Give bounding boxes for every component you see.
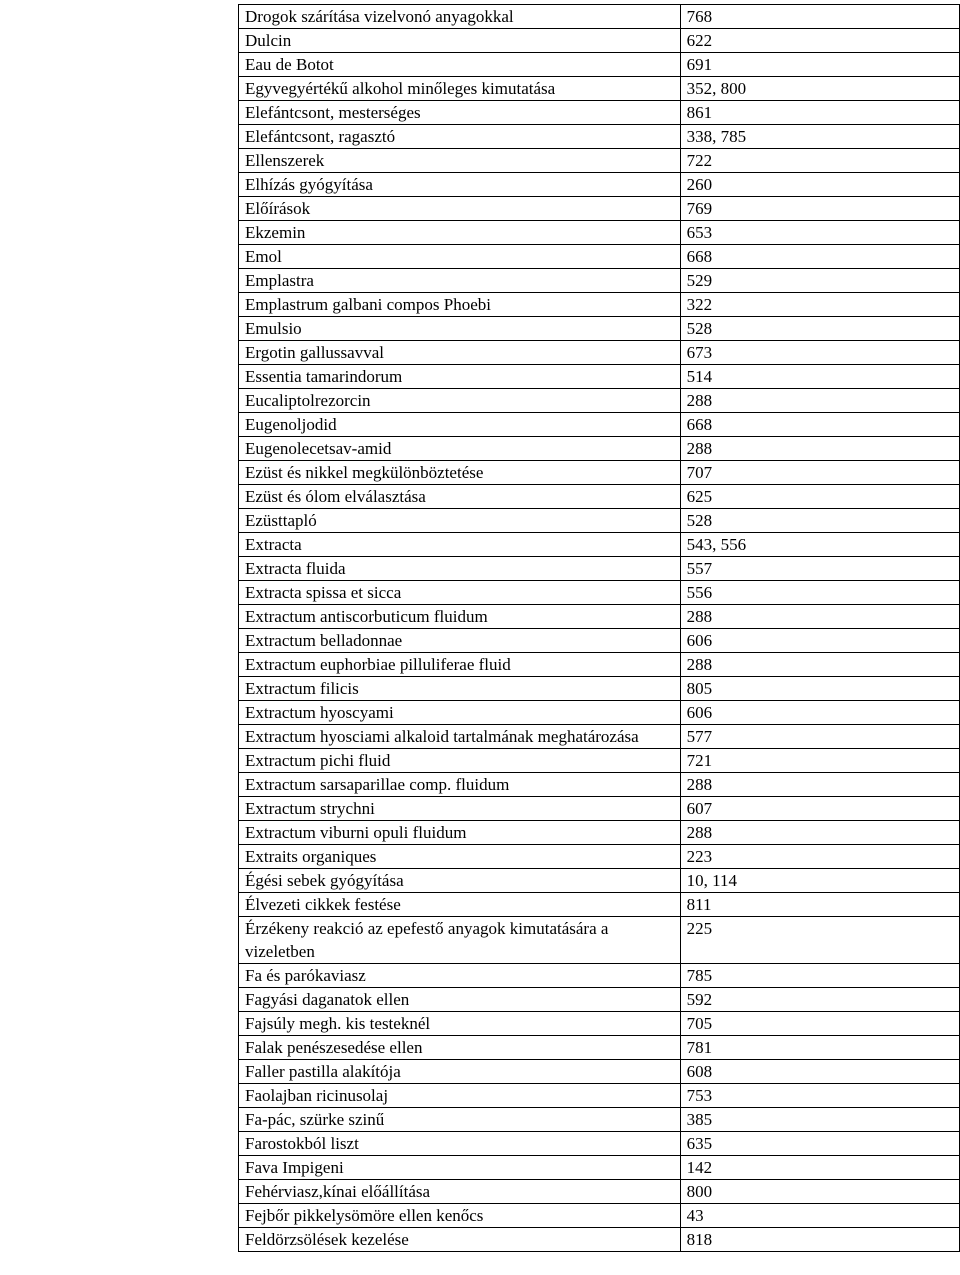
index-row (239, 485, 960, 509)
index-term: Extractum sarsaparillae comp. fluidum (239, 773, 681, 797)
index-row (239, 773, 960, 797)
index-row (239, 893, 960, 917)
index-term: Elefántcsont, mesterséges (239, 101, 681, 125)
index-page-number: 10, 114 (680, 869, 959, 893)
index-page-number: 722 (680, 149, 959, 173)
index-row (239, 869, 960, 893)
index-row (239, 365, 960, 389)
index-row (239, 725, 960, 749)
index-term: Essentia tamarindorum (239, 365, 681, 389)
index-page-number: 768 (680, 5, 959, 29)
index-page-number: 607 (680, 797, 959, 821)
index-term: Előírások (239, 197, 681, 221)
index-term: Eugenolecetsav-amid (239, 437, 681, 461)
index-term: Extractum viburni opuli fluidum (239, 821, 681, 845)
index-row (239, 1132, 960, 1156)
index-term: Fa-pác, szürke szinű (239, 1108, 681, 1132)
index-term: Egyvegyértékű alkohol minőleges kimutatása (239, 77, 681, 101)
index-term: Extracta (239, 533, 681, 557)
index-page-number: 288 (680, 389, 959, 413)
index-term: Emplastra (239, 269, 681, 293)
index-row (239, 461, 960, 485)
index-page-number: 753 (680, 1084, 959, 1108)
index-term: Ekzemin (239, 221, 681, 245)
index-row (239, 1180, 960, 1204)
index-page-number: 528 (680, 317, 959, 341)
index-row (239, 533, 960, 557)
index-term: Faolajban ricinusolaj (239, 1084, 681, 1108)
index-page-number: 635 (680, 1132, 959, 1156)
index-row (239, 701, 960, 725)
index-term: Fajsúly megh. kis testeknél (239, 1012, 681, 1036)
index-page-number: 142 (680, 1156, 959, 1180)
index-page-number: 338, 785 (680, 125, 959, 149)
index-row (239, 149, 960, 173)
index-row (239, 821, 960, 845)
index-page-number: 622 (680, 29, 959, 53)
index-page-number: 769 (680, 197, 959, 221)
index-row (239, 389, 960, 413)
index-row (239, 1108, 960, 1132)
index-term: Égési sebek gyógyítása (239, 869, 681, 893)
index-row (239, 1084, 960, 1108)
index-term: Extractum antiscorbuticum fluidum (239, 605, 681, 629)
index-page-number: 606 (680, 629, 959, 653)
index-page-number: 352, 800 (680, 77, 959, 101)
index-page-number: 668 (680, 413, 959, 437)
index-row (239, 509, 960, 533)
index-page-number: 225 (680, 917, 959, 964)
index-page-number: 288 (680, 437, 959, 461)
index-page-number: 322 (680, 293, 959, 317)
index-term: Eau de Botot (239, 53, 681, 77)
index-row (239, 293, 960, 317)
index-term: Élvezeti cikkek festése (239, 893, 681, 917)
index-page-number: 861 (680, 101, 959, 125)
index-term: Extractum hyosciami alkaloid tartalmának meghatározása (239, 725, 681, 749)
index-row (239, 653, 960, 677)
index-term: Érzékeny reakció az epefestő anyagok kimutatására a vizeletben (239, 917, 681, 964)
index-page-number: 781 (680, 1036, 959, 1060)
index-term: Farostokból liszt (239, 1132, 681, 1156)
index-term: Fa és parókaviasz (239, 964, 681, 988)
index-page-number: 43 (680, 1204, 959, 1228)
index-term: Fagyási daganatok ellen (239, 988, 681, 1012)
index-row (239, 437, 960, 461)
index-row (239, 581, 960, 605)
index-page-number: 288 (680, 605, 959, 629)
index-page-number: 785 (680, 964, 959, 988)
index-page-number: 592 (680, 988, 959, 1012)
index-term: Eucaliptolrezorcin (239, 389, 681, 413)
index-page-number: 668 (680, 245, 959, 269)
index-page-number: 625 (680, 485, 959, 509)
index-term: Fava Impigeni (239, 1156, 681, 1180)
index-term: Elhízás gyógyítása (239, 173, 681, 197)
index-page-number: 800 (680, 1180, 959, 1204)
index-row (239, 245, 960, 269)
index-row (239, 1012, 960, 1036)
index-page-number: 557 (680, 557, 959, 581)
index-term: Ezüsttapló (239, 509, 681, 533)
index-row (239, 1228, 960, 1252)
index-term: Feldörzsölések kezelése (239, 1228, 681, 1252)
index-term: Ezüst és nikkel megkülönböztetése (239, 461, 681, 485)
index-page-number: 606 (680, 701, 959, 725)
index-page-number: 288 (680, 821, 959, 845)
index-term: Falak penészesedése ellen (239, 1036, 681, 1060)
index-page-number: 288 (680, 773, 959, 797)
index-term: Extracta fluida (239, 557, 681, 581)
index-page-number: 691 (680, 53, 959, 77)
index-row (239, 988, 960, 1012)
index-term: Dulcin (239, 29, 681, 53)
index-page-number: 673 (680, 341, 959, 365)
index-row (239, 317, 960, 341)
index-row (239, 1036, 960, 1060)
index-page-number: 805 (680, 677, 959, 701)
index-term: Elefántcsont, ragasztó (239, 125, 681, 149)
index-table (238, 4, 960, 1252)
index-term: Extractum hyoscyami (239, 701, 681, 725)
index-row (239, 1204, 960, 1228)
index-row (239, 197, 960, 221)
index-page-number: 608 (680, 1060, 959, 1084)
index-row (239, 101, 960, 125)
index-row (239, 557, 960, 581)
index-term: Ergotin gallussavval (239, 341, 681, 365)
index-table-body (239, 5, 960, 1252)
index-row (239, 1060, 960, 1084)
index-row (239, 964, 960, 988)
index-term: Fehérviasz,kínai előállítása (239, 1180, 681, 1204)
index-row (239, 677, 960, 701)
index-term: Extractum pichi fluid (239, 749, 681, 773)
index-page-number: 556 (680, 581, 959, 605)
index-page-number: 721 (680, 749, 959, 773)
index-term: Emol (239, 245, 681, 269)
index-row (239, 173, 960, 197)
index-page-number: 514 (680, 365, 959, 389)
index-row (239, 77, 960, 101)
index-term: Extractum belladonnae (239, 629, 681, 653)
index-row (239, 845, 960, 869)
index-page-number: 653 (680, 221, 959, 245)
index-page-number: 385 (680, 1108, 959, 1132)
index-page-number: 811 (680, 893, 959, 917)
index-page-number: 223 (680, 845, 959, 869)
index-term: Fejbőr pikkelysömöre ellen kenőcs (239, 1204, 681, 1228)
index-term: Extractum strychni (239, 797, 681, 821)
index-row (239, 605, 960, 629)
index-row (239, 341, 960, 365)
index-term: Eugenoljodid (239, 413, 681, 437)
index-row (239, 917, 960, 964)
index-term: Extracta spissa et sicca (239, 581, 681, 605)
index-page-number: 577 (680, 725, 959, 749)
index-row (239, 797, 960, 821)
index-term: Drogok szárítása vizelvonó anyagokkal (239, 5, 681, 29)
index-row (239, 413, 960, 437)
index-row (239, 29, 960, 53)
index-term: Extractum filicis (239, 677, 681, 701)
index-term: Ellenszerek (239, 149, 681, 173)
index-term: Extractum euphorbiae pilluliferae fluid (239, 653, 681, 677)
index-row (239, 221, 960, 245)
index-page-number: 707 (680, 461, 959, 485)
index-page-number: 260 (680, 173, 959, 197)
index-row (239, 53, 960, 77)
index-term: Ezüst és ólom elválasztása (239, 485, 681, 509)
index-page-number: 818 (680, 1228, 959, 1252)
index-term: Faller pastilla alakítója (239, 1060, 681, 1084)
index-row (239, 749, 960, 773)
index-page-number: 543, 556 (680, 533, 959, 557)
index-row (239, 269, 960, 293)
index-page-number: 529 (680, 269, 959, 293)
index-row (239, 1156, 960, 1180)
index-row (239, 125, 960, 149)
index-page-number: 528 (680, 509, 959, 533)
index-page-number: 288 (680, 653, 959, 677)
index-term: Emulsio (239, 317, 681, 341)
index-term: Extraits organiques (239, 845, 681, 869)
index-term: Emplastrum galbani compos Phoebi (239, 293, 681, 317)
index-row (239, 629, 960, 653)
index-row (239, 5, 960, 29)
index-page-number: 705 (680, 1012, 959, 1036)
